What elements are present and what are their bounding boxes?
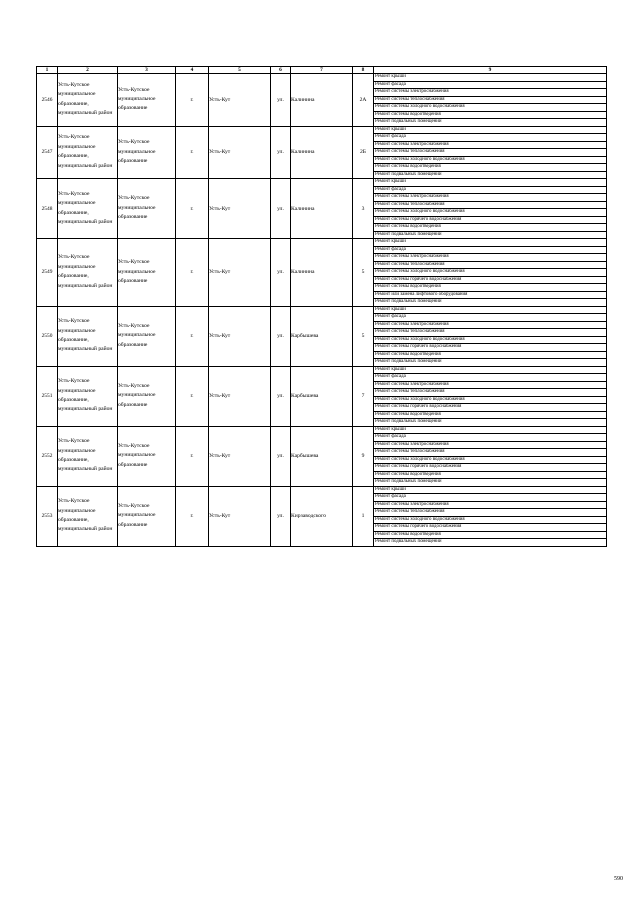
table-row (37, 126, 607, 179)
work-item: Ремонт подвальных помещений (375, 539, 442, 544)
header-row (37, 67, 607, 74)
work-item: Ремонт системы теплоснабжения (374, 149, 606, 157)
municipality-cell: Усть-Кутское муниципальное образование, муниципальный район (58, 366, 118, 426)
settlement-type-cell: г. (176, 486, 209, 546)
work-item: Ремонт системы холодного водоснабжения (374, 209, 606, 217)
municipality-cell: Усть-Кутское муниципальное образование, муниципальный район (58, 74, 118, 127)
works-cell (374, 366, 607, 426)
municipality-cell: Усть-Кутское муниципальное образование, муниципальный район (58, 486, 118, 546)
work-item: Ремонт подвальных помещений (375, 231, 442, 237)
work-item: Ремонт системы теплоснабжения (374, 389, 606, 397)
settlement-type-cell: г. (176, 179, 209, 239)
work-item: Ремонт крыши (374, 307, 606, 315)
city-cell: Усть-Кут (209, 179, 271, 239)
work-item: Ремонт системы электроснабжения (374, 194, 606, 202)
work-item: Ремонт подвальных помещений (375, 171, 442, 177)
table-row (37, 366, 607, 426)
works-cell (374, 126, 607, 179)
work-item: Ремонт фасада (374, 374, 606, 382)
repair-registry-table (36, 66, 607, 547)
street-type-cell: ул. (271, 366, 291, 426)
street-cell: Калинина (291, 239, 353, 307)
street-cell: Кирзаводского (291, 486, 353, 546)
table-row (37, 239, 607, 307)
work-item: Ремонт подвальных помещений (375, 359, 442, 364)
work-item: Ремонт системы теплоснабжения (374, 449, 606, 457)
work-item: Ремонт системы холодного водоснабжения (374, 517, 606, 525)
header-cell: 5 (209, 67, 271, 74)
settlement-type-cell: г. (176, 426, 209, 486)
work-item: Ремонт фасада (374, 247, 606, 255)
work-item: Ремонт подвальных помещений (375, 119, 442, 124)
municipality-cell: Усть-Кутское муниципальное образование, муниципальный район (58, 306, 118, 366)
city-cell: Усть-Кут (209, 74, 271, 127)
work-item: Ремонт системы водоотведения (374, 352, 606, 360)
settlement-type-cell: г. (176, 239, 209, 307)
street-type-cell: ул. (271, 426, 291, 486)
header-cell: 8 (353, 67, 374, 74)
house-number-cell: 2А (353, 74, 374, 127)
settlement-cell: Усть-Кутское муниципальное образование (118, 486, 176, 546)
settlement-cell: Усть-Кутское муниципальное образование (118, 366, 176, 426)
row-number: 2546 (37, 74, 58, 127)
street-cell: Карбышева (291, 306, 353, 366)
city-cell: Усть-Кут (209, 126, 271, 179)
work-item: Ремонт системы электроснабжения (374, 442, 606, 450)
work-item: Ремонт системы водоотведения (374, 472, 606, 480)
work-item: Ремонт крыши (374, 179, 606, 187)
street-type-cell: ул. (271, 239, 291, 307)
house-number-cell: 5 (353, 239, 374, 307)
street-cell: Карбышева (291, 426, 353, 486)
work-item: Ремонт фасада (374, 82, 606, 90)
street-type-cell: ул. (271, 179, 291, 239)
work-item: Ремонт фасада (374, 187, 606, 195)
city-cell: Усть-Кут (209, 239, 271, 307)
work-item: Ремонт системы водоотведения (374, 532, 606, 540)
header-cell: 3 (118, 67, 176, 74)
page-number: 590 (614, 876, 623, 882)
work-item: Ремонт системы водоотведения (374, 112, 606, 120)
house-number-cell: 2Б (353, 126, 374, 179)
header-cell: 7 (291, 67, 353, 74)
work-item: Ремонт системы горячего водоснабжения (374, 217, 606, 225)
work-item: Ремонт системы электроснабжения (374, 142, 606, 150)
work-item: Ремонт фасада (374, 134, 606, 142)
work-item: Ремонт системы холодного водоснабжения (374, 104, 606, 112)
work-item: Ремонт крыши (374, 127, 606, 135)
work-item: Ремонт или замена лифтового оборудования (374, 292, 606, 300)
house-number-cell: 1 (353, 486, 374, 546)
row-number: 2549 (37, 239, 58, 307)
work-item: Ремонт системы горячего водоснабжения (374, 277, 606, 285)
work-item: Ремонт крыши (374, 74, 606, 82)
work-item: Ремонт подвальных помещений (375, 299, 442, 304)
municipality-cell: Усть-Кутское муниципальное образование, муниципальный район (58, 126, 118, 179)
work-item: Ремонт системы холодного водоснабжения (374, 457, 606, 465)
street-cell: Калинина (291, 126, 353, 179)
work-item: Ремонт системы электроснабжения (374, 382, 606, 390)
work-item: Ремонт системы горячего водоснабжения (374, 464, 606, 472)
header-cell: 6 (271, 67, 291, 74)
city-cell: Усть-Кут (209, 486, 271, 546)
work-item: Ремонт системы теплоснабжения (374, 262, 606, 270)
settlement-cell: Усть-Кутское муниципальное образование (118, 74, 176, 127)
row-number: 2548 (37, 179, 58, 239)
street-type-cell: ул. (271, 126, 291, 179)
table-row (37, 179, 607, 239)
street-type-cell: ул. (271, 306, 291, 366)
work-item: Ремонт системы теплоснабжения (374, 97, 606, 105)
work-item: Ремонт системы теплоснабжения (374, 329, 606, 337)
work-item: Ремонт системы электроснабжения (374, 89, 606, 97)
work-item: Ремонт крыши (374, 367, 606, 375)
work-item: Ремонт системы теплоснабжения (374, 202, 606, 210)
settlement-type-cell: г. (176, 126, 209, 179)
city-cell: Усть-Кут (209, 426, 271, 486)
work-item: Ремонт крыши (374, 487, 606, 495)
municipality-cell: Усть-Кутское муниципальное образование, муниципальный район (58, 179, 118, 239)
house-number-cell: 3 (353, 179, 374, 239)
work-item: Ремонт системы горячего водоснабжения (374, 404, 606, 412)
work-item: Ремонт крыши (374, 239, 606, 247)
header-cell: 1 (37, 67, 58, 74)
works-cell (374, 179, 607, 239)
settlement-type-cell: г. (176, 306, 209, 366)
work-item: Ремонт системы холодного водоснабжения (374, 337, 606, 345)
registry-body (37, 74, 607, 547)
work-item: Ремонт подвальных помещений (375, 479, 442, 484)
municipality-cell: Усть-Кутское муниципальное образование, муниципальный район (58, 239, 118, 307)
work-item: Ремонт фасада (374, 314, 606, 322)
work-item: Ремонт системы электроснабжения (374, 322, 606, 330)
house-number-cell: 9 (353, 426, 374, 486)
table-row (37, 486, 607, 546)
work-item: Ремонт подвальных помещений (375, 419, 442, 424)
street-cell: Калинина (291, 74, 353, 127)
header-cell: 9 (374, 67, 607, 74)
settlement-type-cell: г. (176, 366, 209, 426)
work-item: Ремонт системы холодного водоснабжения (374, 157, 606, 165)
settlement-cell: Усть-Кутское муниципальное образование (118, 426, 176, 486)
street-cell: Калинина (291, 179, 353, 239)
work-item: Ремонт системы водоотведения (374, 412, 606, 420)
settlement-cell: Усть-Кутское муниципальное образование (118, 306, 176, 366)
table-row (37, 306, 607, 366)
settlement-cell: Усть-Кутское муниципальное образование (118, 126, 176, 179)
works-cell (374, 239, 607, 307)
work-item: Ремонт системы электроснабжения (374, 502, 606, 510)
work-item: Ремонт системы водоотведения (374, 164, 606, 172)
row-number: 2550 (37, 306, 58, 366)
work-item: Ремонт фасада (374, 434, 606, 442)
settlement-cell: Усть-Кутское муниципальное образование (118, 239, 176, 307)
street-type-cell: ул. (271, 486, 291, 546)
table-row (37, 74, 607, 127)
works-cell (374, 486, 607, 546)
work-item: Ремонт системы теплоснабжения (374, 509, 606, 517)
work-item: Ремонт крыши (374, 427, 606, 435)
city-cell: Усть-Кут (209, 366, 271, 426)
work-item: Ремонт системы водоотведения (374, 284, 606, 292)
row-number: 2547 (37, 126, 58, 179)
municipality-cell: Усть-Кутское муниципальное образование, муниципальный район (58, 426, 118, 486)
header-cell: 2 (58, 67, 118, 74)
work-item: Ремонт системы холодного водоснабжения (374, 397, 606, 405)
work-item: Ремонт системы холодного водоснабжения (374, 269, 606, 277)
work-item: Ремонт фасада (374, 494, 606, 502)
house-number-cell: 5 (353, 306, 374, 366)
row-number: 2551 (37, 366, 58, 426)
works-cell (374, 426, 607, 486)
work-item: Ремонт системы горячего водоснабжения (374, 344, 606, 352)
work-item: Ремонт системы водоотведения (374, 224, 606, 232)
street-cell: Карбышева (291, 366, 353, 426)
settlement-type-cell: г. (176, 74, 209, 127)
work-item: Ремонт системы электроснабжения (374, 254, 606, 262)
header-cell: 4 (176, 67, 209, 74)
house-number-cell: 7 (353, 366, 374, 426)
works-cell (374, 74, 607, 127)
row-number: 2552 (37, 426, 58, 486)
works-cell (374, 306, 607, 366)
row-number: 2553 (37, 486, 58, 546)
street-type-cell: ул. (271, 74, 291, 127)
city-cell: Усть-Кут (209, 306, 271, 366)
table-row (37, 426, 607, 486)
work-item: Ремонт системы горячего водоснабжения (374, 524, 606, 532)
settlement-cell: Усть-Кутское муниципальное образование (118, 179, 176, 239)
